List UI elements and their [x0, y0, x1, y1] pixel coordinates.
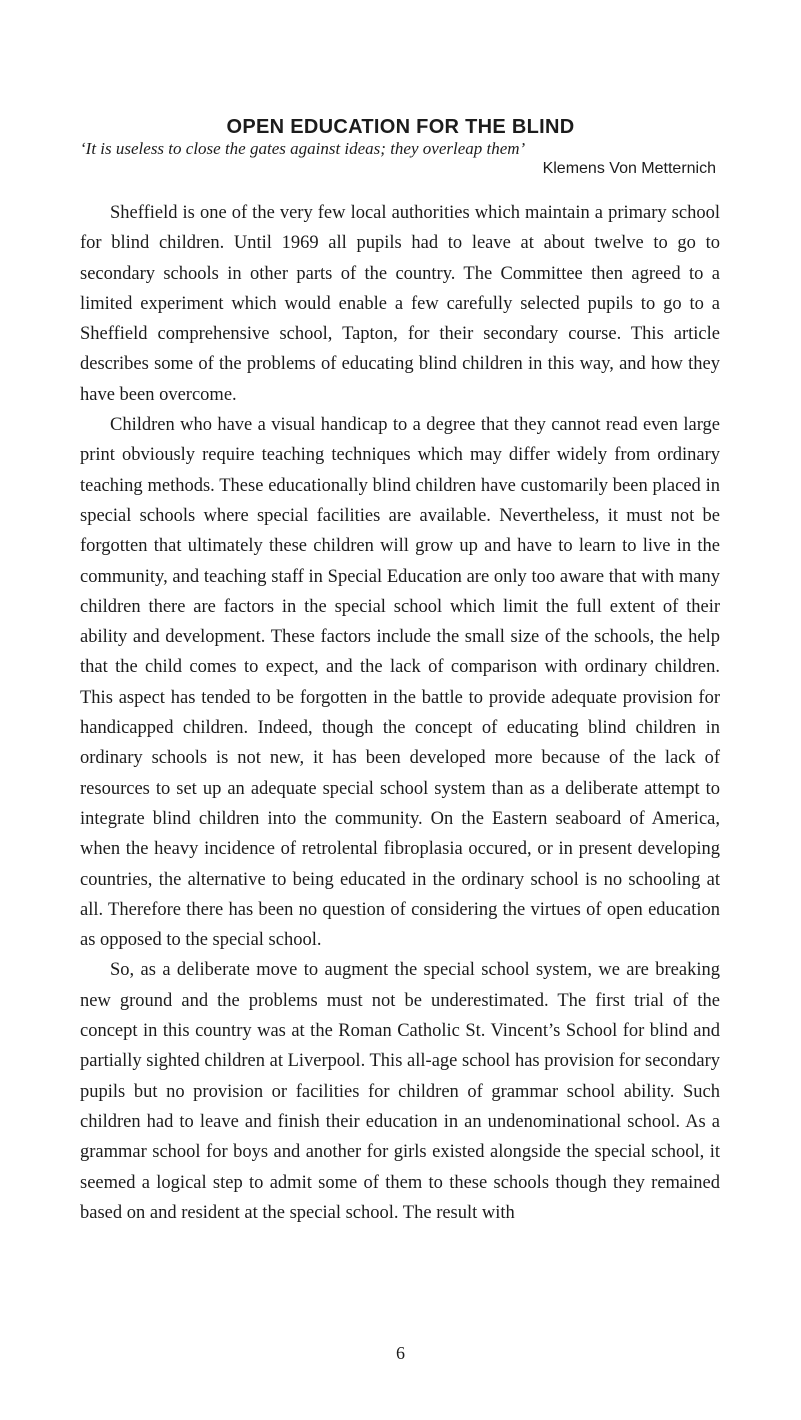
paragraph: Children who have a visual handicap to a degree that they cannot read even large print obviously require teaching techniques which may differ widely from ordinary teaching methods. These educationally blind children have customarily been placed in special schools where special facilities are available. Nevertheless, it must not be forgotten that ultimately these children will grow up and have to learn to live in the community, and teaching staff in Special Education are only too aware that with many children there are factors in the special school which limit the full extent of their ability and development. These factors include the small size of the schools, the help that the child comes to expect, and the lack of comparison with ordinary children. This aspect has tended to be forgotten in the battle to provide adequate provision for handicapped children. Indeed, though the concept of educating blind children in ordinary schools is not new, it has been developed more because of the lack of resources to set up an adequate special school system than as a deliberate attempt to integrate blind children into the community. On the Eastern seaboard of America, when the heavy incidence of retrolental fibroplasia occured, or in present developing countries, the alternative to being educated in the ordinary school is no schooling at all. Therefore there has been no question of considering the virtues of open education as opposed to the special school.	[80, 415, 720, 951]
epigraph-quote: ‘It is useless to close the gates against ideas; they overleap them’	[80, 139, 526, 158]
epigraph	[80, 139, 720, 179]
article-body	[80, 198, 720, 1228]
paragraph: Sheffield is one of the very few local authorities which maintain a primary school for blind children. Until 1969 all pupils had to leave at about twelve to go to secondary schools in other parts of the country. The Committee then agreed to a limited experiment which would enable a few carefully selected pupils to go to a Sheffield comprehensive school, Tapton, for their secondary course. This article describes some of the problems of educating blind children in this way, and how they have been overcome.	[80, 203, 720, 405]
paragraph: So, as a deliberate move to augment the special school system, we are breaking new ground and the problems must not be underestimated. The first trial of the concept in this country was at the Roman Catholic St. Vincent’s School for blind and partially sighted children at Liverpool. This all-age school has provision for secondary pupils but no provision or facilities for children of grammar school ability. Such children had to leave and finish their education in an undenominational school. As a grammar school for boys and another for girls existed alongside the special school, it seemed a logical step to admit some of them to these schools though they remained based on and resident at the special school. The result with	[80, 960, 720, 1223]
article-title: OPEN EDUCATION FOR THE BLIND	[226, 116, 575, 138]
epigraph-author: Klemens Von Metternich	[542, 160, 716, 177]
page-number: 6	[396, 1343, 405, 1363]
